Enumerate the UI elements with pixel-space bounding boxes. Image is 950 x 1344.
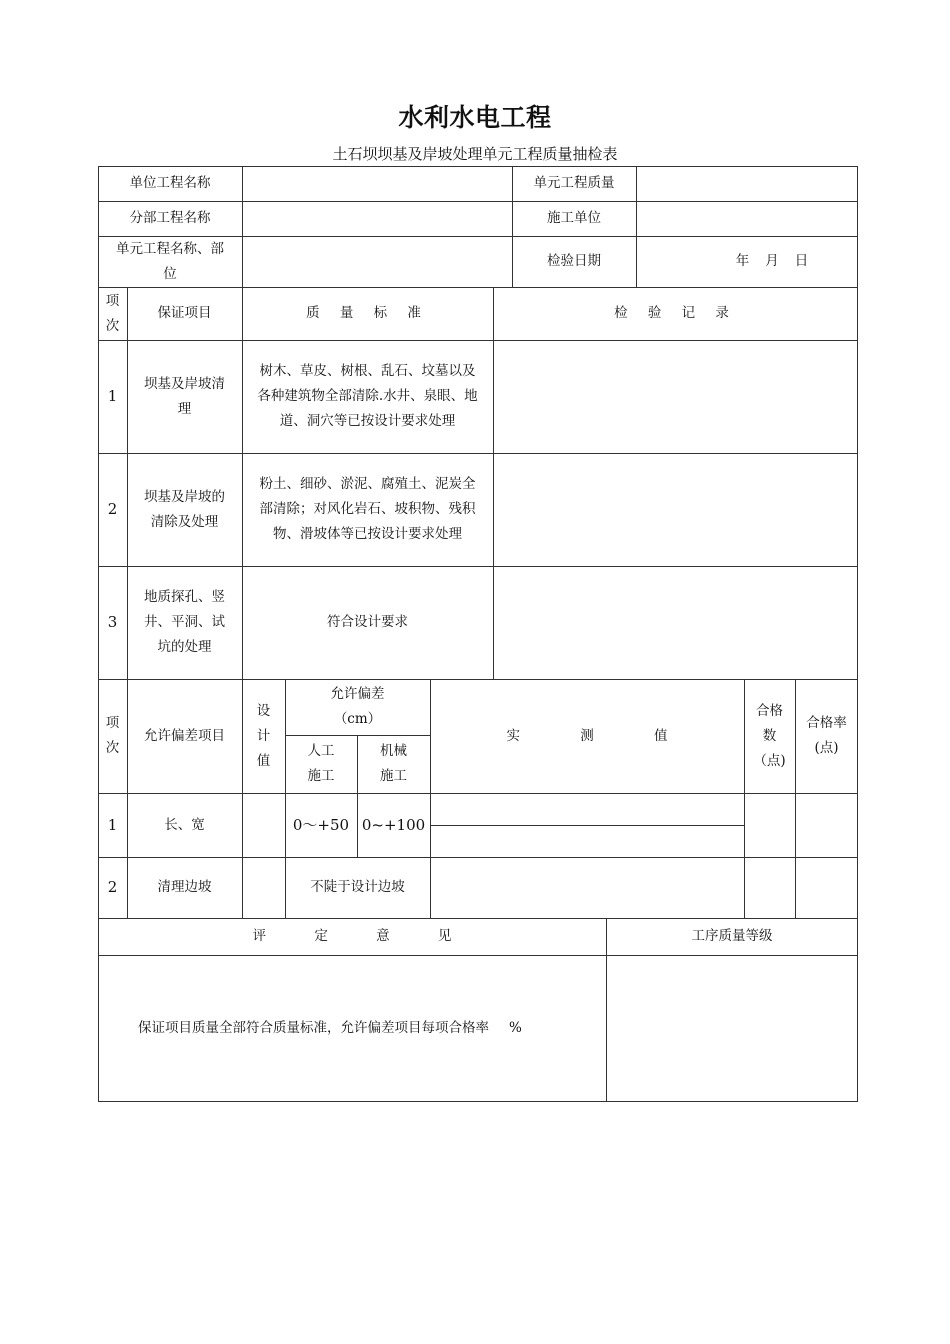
guarantee-row-3-item-line2: 井、平洞、试 [144,614,225,630]
document-subtitle: 土石坝坝基及岸坡处理单元工程质量抽检表 [332,145,618,163]
label-sub-project-name: 分部工程名称 [129,210,211,226]
guarantee-row-2-standard-line3: 物、滑坡体等已按设计要求处理 [273,526,462,542]
guarantee-row-2-no: 2 [107,500,118,518]
guarantee-row-2-standard-line2: 部清除；对风化岩石、坡积物、残积 [259,501,476,517]
tolerance-row-2-no: 2 [107,878,118,896]
field-inspection-date[interactable] [636,236,858,287]
date-day-label: 日 [794,253,809,269]
tolerance-row-1-measured-b[interactable] [431,826,744,857]
tolerance-col-pass-rate [795,679,858,793]
guarantee-row-1-item [127,340,242,453]
field-element-name[interactable] [243,237,512,287]
label-element-name-line2: 位 [163,265,177,282]
field-unit-quality[interactable] [637,167,857,201]
guarantee-row-2-item [127,453,242,566]
guarantee-row-2-item-line2: 清除及处理 [150,513,219,530]
guarantee-col-index-line2: 次 [105,317,120,334]
guarantee-row-1-no: 1 [107,387,118,405]
guarantee-col-index [98,287,127,340]
guarantee-row-3-item [127,566,242,679]
guarantee-row-1-standard-line3: 道、洞穴等已按设计要求处理 [279,413,456,429]
guarantee-row-3-standard: 符合设计要求 [327,614,408,630]
inspection-form [98,166,858,1102]
evaluation-opinion-header: 评 定 意 见 [252,928,474,944]
field-sub-project-name[interactable] [243,202,512,236]
guarantee-row-1-item-line2: 理 [177,400,192,417]
tolerance-row-1-pass-rate[interactable] [796,794,857,857]
guarantee-col-item: 保证项目 [157,305,212,321]
tolerance-row-2-deviation: 不陡于设计边坡 [310,879,405,895]
tolerance-row-1-measured-a[interactable] [431,794,744,825]
evaluation-percent-sign: % [509,1019,522,1036]
field-construction-unit[interactable] [637,202,857,236]
tolerance-row-2-item: 清理边坡 [157,879,212,895]
tolerance-col-pass-count-3: （点) [753,752,786,769]
evaluation-opinion-body[interactable] [98,955,606,1101]
tolerance-row-2-pass-rate[interactable] [796,858,857,918]
tolerance-row-1-no: 1 [107,815,118,834]
guarantee-col-standard: 质 量 标 准 [306,305,429,321]
tolerance-row-1-manual: 0～+50 [292,815,350,834]
tolerance-col-index-line1: 项 [105,715,120,731]
tolerance-col-manual [285,735,357,793]
tolerance-col-pass-rate-2: (点) [814,740,839,756]
date-month-label: 月 [765,253,779,269]
tolerance-col-pass-count-2: 数 [762,727,777,744]
field-unit-project-name[interactable] [243,167,512,201]
date-year-label: 年 [735,253,750,269]
tolerance-col-design-1: 设 [256,702,271,719]
guarantee-row-1-standard [242,340,493,453]
label-element-name-line1: 单元工程名称、部 [116,240,224,257]
tolerance-row-1-item: 长、宽 [164,816,205,833]
evaluation-opinion-text: 保证项目质量全部符合质量标准，允许偏差项目每项合格率 [138,1019,489,1036]
guarantee-row-2-item-line1: 坝基及岸坡的 [144,488,225,505]
guarantee-row-3-item-line1: 地质探孔、竖 [144,589,225,605]
tolerance-col-design-2: 计 [256,727,271,744]
tolerance-col-index [98,679,127,793]
tolerance-col-machine-1: 机械 [380,743,407,759]
tolerance-col-item: 允许偏差项目 [144,727,225,744]
tolerance-col-measured: 实 测 值 [506,727,696,744]
tolerance-col-pass-count [744,679,795,793]
guarantee-row-3-no: 3 [107,613,118,631]
label-construction-unit: 施工单位 [547,210,601,226]
tolerance-col-design-3: 值 [256,752,271,769]
tolerance-col-index-line2: 次 [105,740,120,756]
tolerance-row-1-pass-count[interactable] [745,794,795,857]
guarantee-row-1-record[interactable] [494,341,857,453]
tolerance-row-2-measured[interactable] [431,858,744,918]
guarantee-row-2-standard [242,453,493,566]
guarantee-col-index-line1: 项 [105,292,120,309]
tolerance-col-machine-2: 施工 [380,768,407,784]
guarantee-col-record: 检 验 记 录 [614,305,737,321]
grid-line [98,1101,858,1102]
tolerance-col-manual-2: 施工 [307,768,335,784]
tolerance-row-2-pass-count[interactable] [745,858,795,918]
tolerance-row-1-design[interactable] [243,794,285,857]
tolerance-col-manual-1: 人工 [307,743,335,759]
tolerance-row-1-machine: 0~+100 [361,815,426,834]
tolerance-col-pass-count-1: 合格 [756,702,783,719]
label-unit-quality: 单元工程质量 [533,175,615,191]
tolerance-col-pass-rate-1: 合格率 [806,715,847,731]
guarantee-row-2-record[interactable] [494,454,857,566]
guarantee-row-1-standard-line1: 树木、草皮、树根、乱石、坟墓以及 [259,363,476,379]
guarantee-row-1-standard-line2: 各种建筑物全部清除.水井、泉眼、地 [257,388,478,404]
document-title: 水利水电工程 [398,103,552,132]
guarantee-row-2-standard-line1: 粉土、细砂、淤泥、腐殖土、泥炭全 [259,476,476,492]
evaluation-grade-field[interactable] [607,956,857,1101]
guarantee-row-1-item-line1: 坝基及岸坡清 [144,375,225,392]
tolerance-col-deviation-line2: （cm） [333,711,382,727]
evaluation-grade-header: 工序质量等级 [691,928,773,944]
guarantee-row-3-record[interactable] [494,567,857,679]
tolerance-col-design [242,679,285,793]
tolerance-col-deviation [285,679,430,735]
tolerance-col-machine [357,735,430,793]
tolerance-col-deviation-line1: 允许偏差 [330,686,385,702]
guarantee-row-3-item-line3: 坑的处理 [157,639,212,655]
label-unit-project-name: 单位工程名称 [129,175,211,191]
label-element-name [98,236,242,287]
label-inspection-date: 检验日期 [547,253,601,269]
tolerance-row-2-design[interactable] [243,858,285,918]
